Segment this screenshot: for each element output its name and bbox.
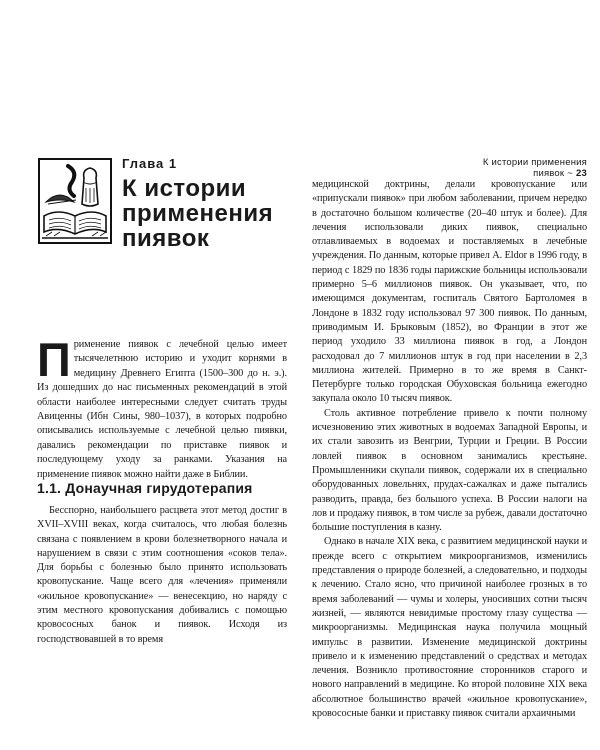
section-title: 1.1. Донаучная гирудотерапия <box>37 480 253 496</box>
intro-paragraph <box>37 333 287 482</box>
chapter-title-line: К истории <box>122 175 247 202</box>
running-head <box>445 157 587 179</box>
drop-cap: П <box>37 333 71 386</box>
right-page <box>300 0 600 750</box>
chapter-title-line: применения <box>122 200 274 227</box>
chapter-emblem-illustration <box>38 158 112 244</box>
intro-text: рименение пиявок с лечебной целью имеет тысячелетнюю историю и уходит корнями в медицину Древнего Египта (1500–300 до н. э.). Из дошедших до нас письменных рекомендаций в этой области наиболее интересными следует считать труды Авиценны (Ибн Сины, 980–1037), в которых подробно описывались используемые с лечебной целью пиявки, давались рекомендации по приставке пиявок и последующему уходу за ранками. Указания на применение пиявок можно найти даже в Библии. <box>37 339 287 480</box>
body-paragraph: Столь активное потребление привело к почти полному исчезновению этих животных в водоемах Западной Европы, и их стали завозить из Венгрии, Турции и Греции. В России ловлей пиявок в основном занимались крестьяне. Промышленники скупали пиявок, содержали их в специально оборудованных ловельнях, прудах-сажалках и даже пытались разводить, правда, без большого успеха. В России налоги на лов и продажу пиявок, в том числе за рубеж, давали достаточно большие поступления в казну. <box>312 407 587 534</box>
right-page-text <box>312 178 587 721</box>
page-number: 23 <box>576 168 587 179</box>
chapter-label: Глава 1 <box>122 156 178 171</box>
body-paragraph: Бесспорно, наибольшего расцвета этот метод достиг в XVII–XVIII веках, когда считалось, что любая болезнь связана с появлением в крови болезнетворного начала и нарушением в связи с этим соотношения «соков тела». Для борьбы с болезнью было принято использовать кровопускание. Чаще всего для «лечения» применяли «жильное кровопускание» — венесекцию, но наряду с этим местного кровопускания добивались с помощью кровососных банок и пиявок. Исходя из господствовавшей в то время <box>37 505 287 645</box>
chapter-title-line: пиявок <box>122 225 210 252</box>
running-head-separator: ~ <box>567 168 574 179</box>
chapter-title <box>122 176 292 251</box>
body-paragraph: медицинской доктрины, делали кровопускание или «припускали пиявок» при любом заболевании, причем нередко в достаточно большом количестве (20–40 штук и более). Для лечения использовали диких пиявок, специально отлавливаемых в водоемах и поставляемых в лечебные учреждения. По данным, которые привел A. Eldor в 1996 году, в период с 1829 по 1836 годы парижские больницы использовали примерно 5–6 миллионов пиявок. Он указывает, что, по имеющимся документам, госпиталь Святого Бартоломея в Лондоне в 1832 году использовал 97 300 пиявок. По данным, приводимым И. Брыковым (1852), во Франции в этот же период уходило 33 миллиона пиявок в год, а Лондон расходовал до 7 миллионов штук в год при населении в 2,3 миллиона жителей. Примерно в то же время в Санкт-Петербурге только городская Обуховская больница ежегодно закупала около 10 тысяч пиявок. <box>312 179 587 405</box>
running-head-title: К истории применения пиявок <box>482 157 587 179</box>
body-paragraph: Однако в начале XIX века, с развитием медицинской науки и прежде всего с открытием микроорганизмов, изменились представления о природе болезней, а следовательно, и подходы к лечению. Стало ясно, что причиной наиболее грозных в то время заболеваний — чумы и холеры, уносивших сотни тысяч жизней, — являются невидимые простому глазу существа — микроорганизмы. Медицинская наука получила мощный импульс в развитии. Изменение медицинской доктрины привело и к изменению представлений о средствах и методах лечения. Возникло противостояние сторонников старого и нового направлений в медицине. Ко второй половине XIX века абсолютное большинство врачей «жильное кровопускание», кровососные банки и приставку пиявок считали архаичными <box>312 536 587 719</box>
